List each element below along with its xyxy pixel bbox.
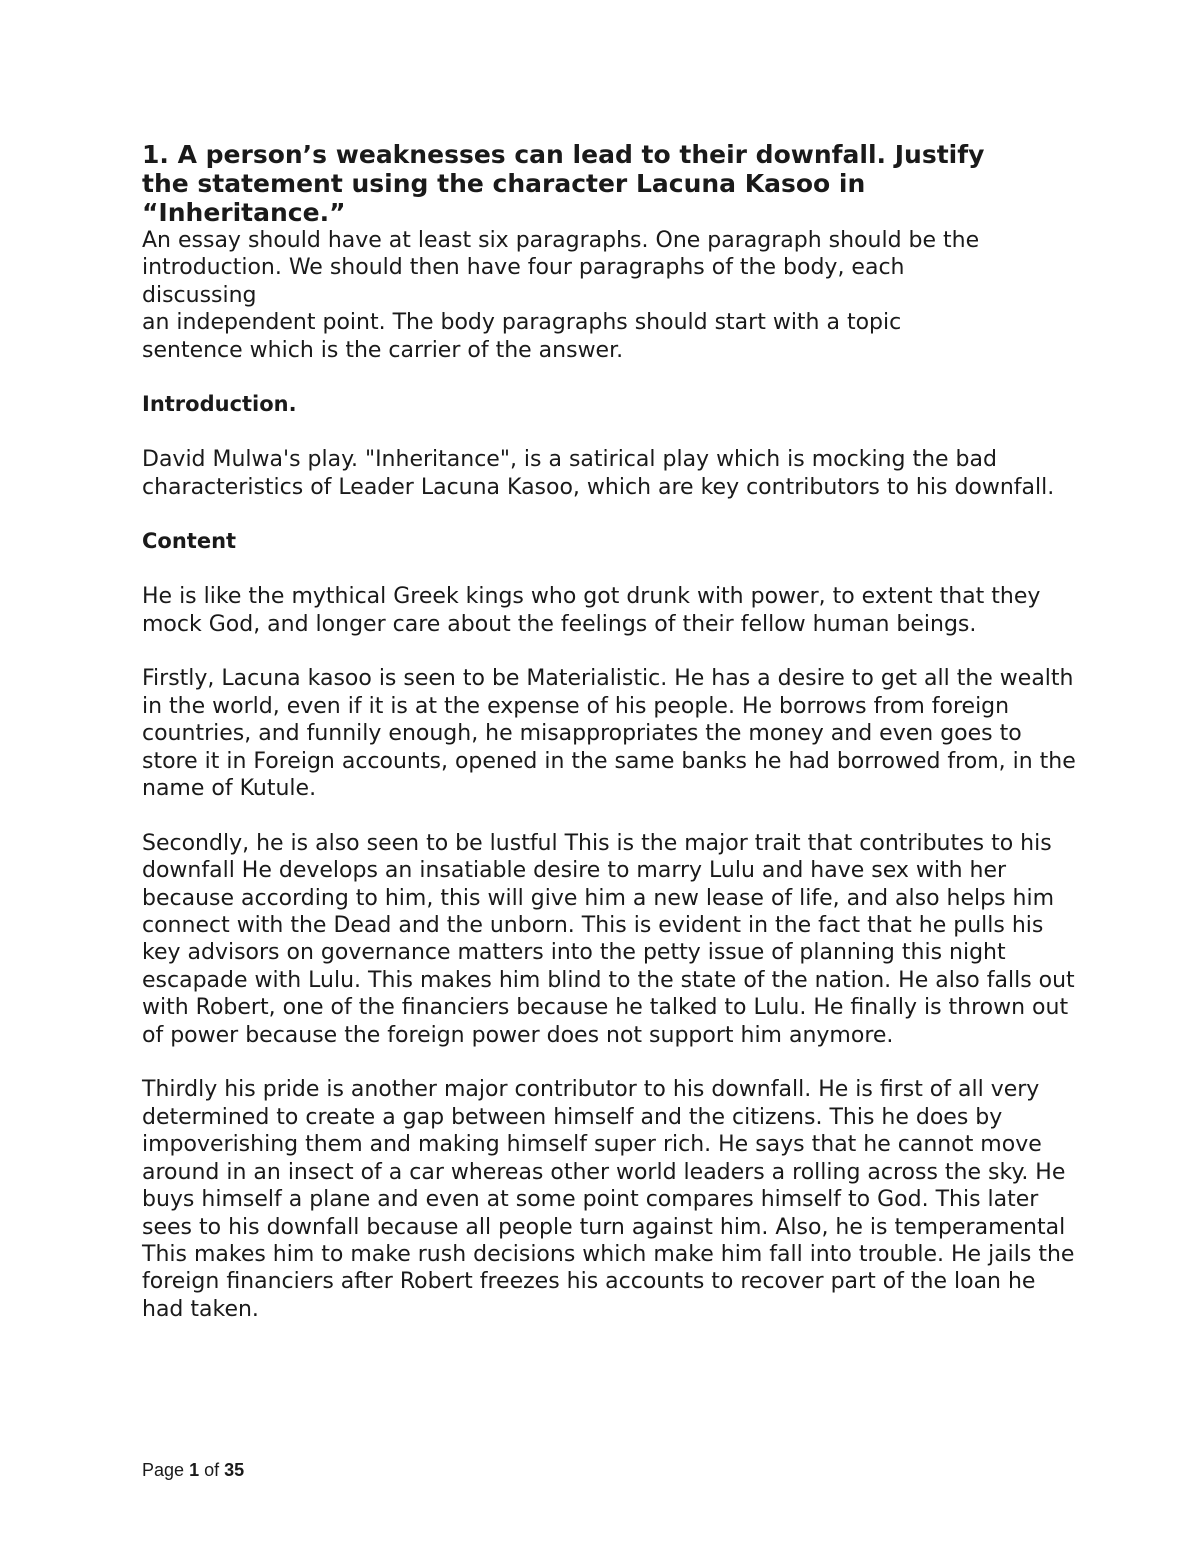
spacer [142,638,1082,665]
total-pages-number: 35 [224,1460,245,1480]
spacer [142,419,1082,446]
introduction-heading: Introduction. [142,392,297,417]
question-title: 1. A person’s weaknesses can lead to their downfall. Justify the statement using the character Lacuna Kasoo in “Inheritance.” [142,140,985,227]
body-paragraph: Thirdly his pride is another major contributor to his downfall. He is first of all very determined to create a gap between himself and the citizens. This he does by impoverishing them and making himself super rich. He says that he cannot move around in an insect of a car whereas other world leaders a rolling across the sky. He buys himself a plane and even at some point compares himself to God. This later sees to his downfall because all people turn against him. Also, he is temperamental This makes him to make rush decisions which make him fall into trouble. He jails the foreign financiers after Robert freezes his accounts to recover part of the loan he had taken. [142,1077,1075,1322]
body-paragraph: Secondly, he is also seen to be lustful This is the major trait that contributes to his downfall He develops an insatiable desire to marry Lulu and have sex with her because according to him, this will give him a new lease of life, and also helps him connect with the Dead and the unborn. This is evident in the fact that he pulls his key advisors on governance matters into the petty issue of planning this night escapade with Lulu. This makes him blind to the state of the nation. He also falls out with Robert, one of the financiers because he talked to Lulu. He finally is thrown out of power because the foreign power does not support him anymore. [142,830,1075,1048]
spacer [142,1049,1082,1076]
spacer [142,802,1082,829]
current-page-number: 1 [189,1460,200,1480]
spacer [142,364,1082,391]
of-label: of [204,1460,220,1480]
content-heading: Content [142,529,237,554]
body-paragraph: Firstly, Lacuna kasoo is seen to be Materialistic. He has a desire to get all the wealth in the world, even if it is at the expense of his people. He borrows from foreign countries, and funnily enough, he misappropriates the money and even goes to store it in Foreign accounts, opened in the same banks he had borrowed from, in the name of Kutule. [142,666,1076,802]
spacer [142,501,1082,528]
page-label: Page [142,1460,185,1480]
spacer [142,556,1082,583]
page-number-footer [142,1460,244,1481]
introduction-paragraph: David Mulwa's play. "Inheritance", is a satirical play which is mocking the bad characteristics of Leader Lacuna Kasoo, which are key contributors to his downfall. [142,447,1055,500]
essay-instructions: An essay should have at least six paragraphs. One paragraph should be the introduction. We should then have four paragraphs of the body, each discussing an independent point. The body paragraphs should start with a topic sentence which is the carrier of the answer. [142,228,980,363]
document-page [142,140,1082,1323]
body-paragraph: He is like the mythical Greek kings who got drunk with power, to extent that they mock God, and longer care about the feelings of their fellow human beings. [142,584,1041,637]
